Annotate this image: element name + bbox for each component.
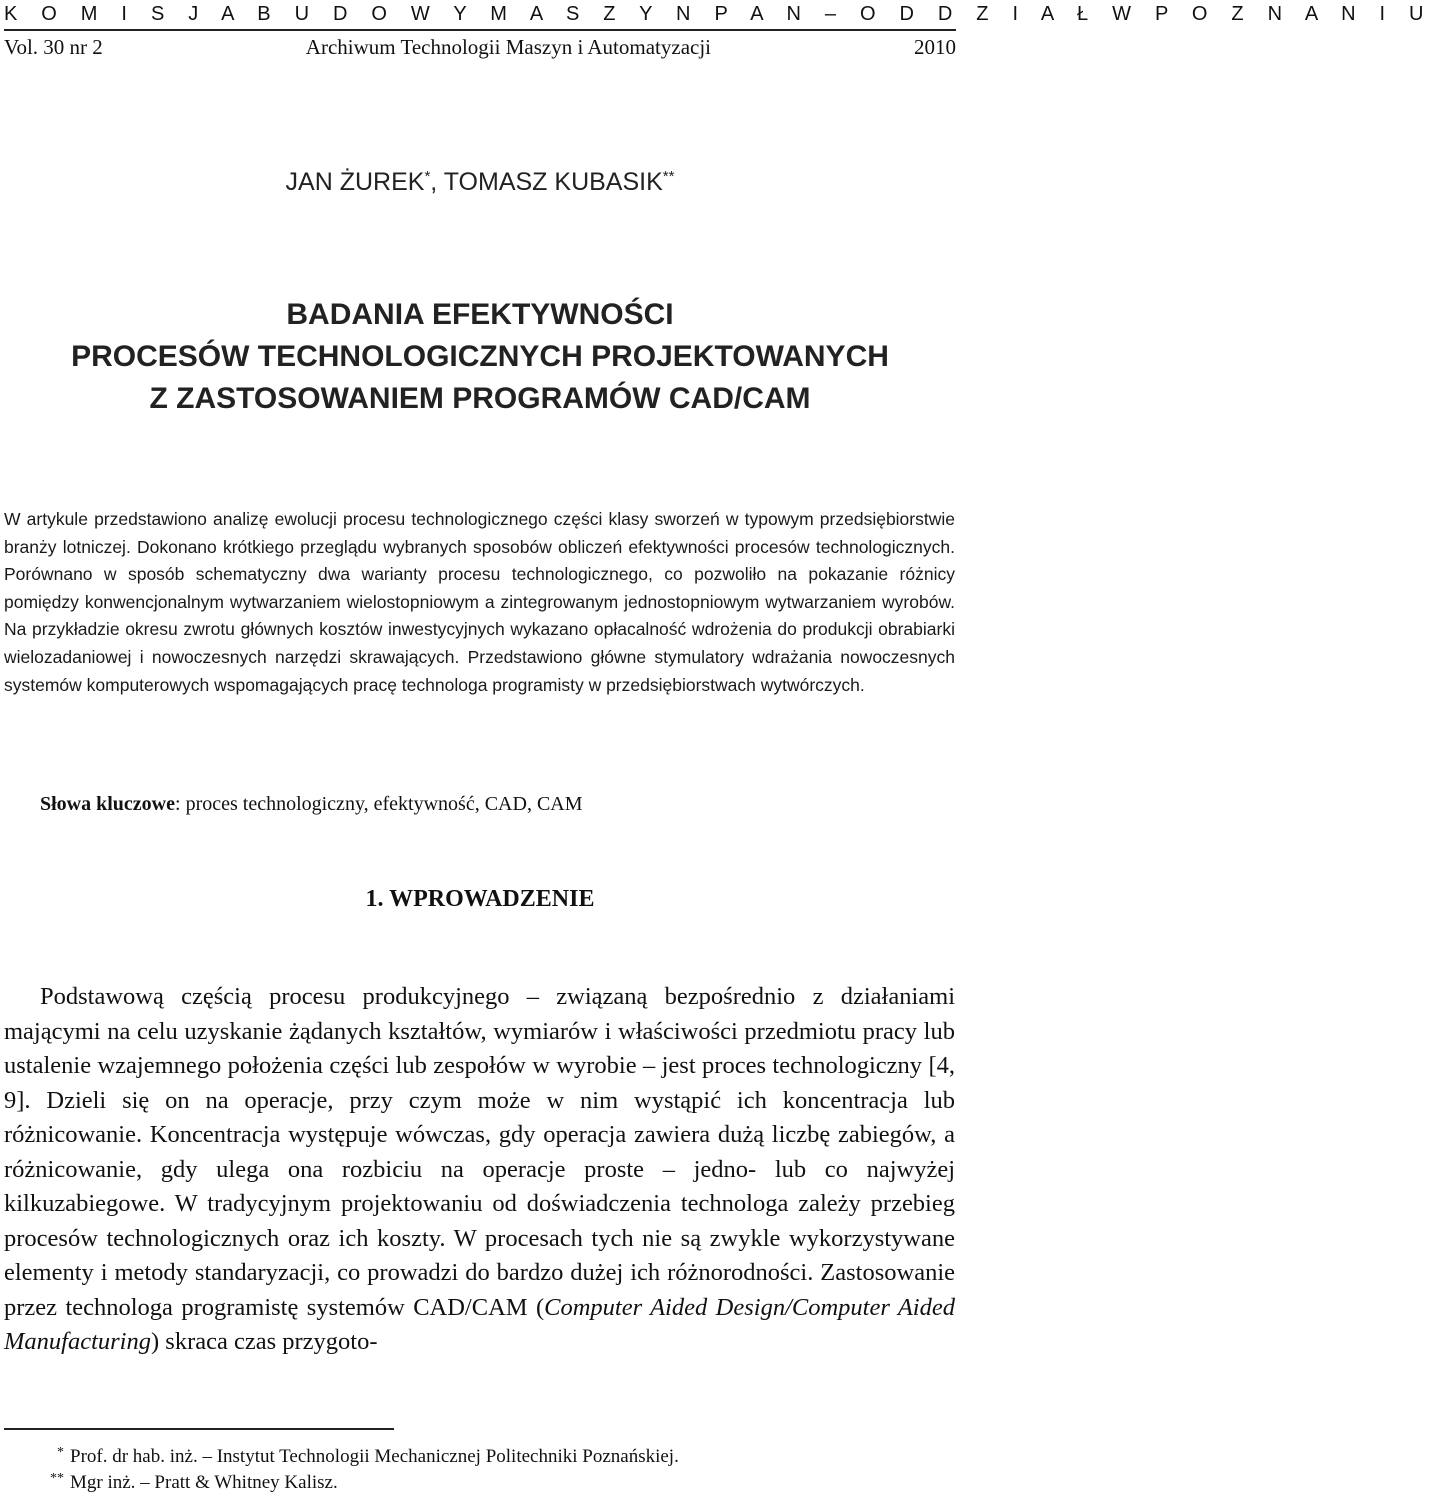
section-heading: 1. WPROWADZENIE (365, 886, 595, 912)
footnote-text: Mgr inż. – Pratt & Whitney Kalisz. (70, 1472, 338, 1493)
running-head (4, 33, 956, 61)
commission-header: K O M I S J A B U D O W Y M A S Z Y N P A N – O D D Z I A Ł W P O Z N A N I U (4, 3, 1433, 25)
footnote-rule (4, 1428, 394, 1430)
journal-name: Archiwum Technologii Maszyn i Automatyzacji (305, 35, 712, 59)
author-name: JAN ŻUREK (285, 168, 425, 196)
author-name: TOMASZ KUBASIK (443, 168, 663, 196)
footnote-text: Prof. dr hab. inż. – Instytut Technologii Mechanicznej Politechniki Poznańskiej. (70, 1446, 679, 1467)
author-footnote-mark: ** (662, 168, 675, 185)
body-text-part: Podstawową częścią procesu produkcyjnego – związaną bezpośrednio z działaniami mającymi na celu uzyskanie żądanych kształtów, wymiarów i właściwości przedmiotu pracy lub ustalenie wzajemnego położenia części lub zespołów w wyrobie – jest proces technologiczny [4, 9]. Dzieli się on na operacje, przy czym może w nim wystąpić ich koncentracja lub różnicowanie. Koncentracja występuje wówczas, gdy operacja zawiera dużą liczbę zabiegów, a różnicowanie, gdy ulega ona rozbiciu na operacje proste – jedno- lub co najwyżej kilkuzabiegowe. W tradycyjnym projektowaniu od doświadczenia technologa zależy przebieg procesów technologicznych oraz ich koszty. W procesach tych nie są zwykle wykorzystywane elementy i metody standaryzacji, co prowadzi do bardzo dużej ich różnorodności. Zastosowanie przez technologa programistę systemów CAD/CAM ( (4, 983, 955, 1321)
paper-title (0, 294, 960, 420)
author-footnote-mark: * (424, 168, 431, 185)
abstract: W artykule przedstawiono analizę ewolucji procesu technologicznego części klasy sworzeń w typowym przedsiębiorstwie branży lotniczej. Dokonano krótkiego przeglądu wybranych sposobów obliczeń efektywności procesów technologicznych. Porównano w sposób schematyczny dwa warianty procesu technologicznego, co pozwoliło na pokazanie różnicy pomiędzy konwencjonalnym wytwarzaniem wielostopniowym a zintegrowanym jednostopniowym wytwarzaniem wyrobów. Na przykładzie okresu zwrotu głównych kosztów inwestycyjnych wykazano opłacalność wdrożenia do produkcji obrabiarki wielozadaniowej i nowoczesnych narzędzi skrawających. Przedstawiono główne stymulatory wdrażania nowoczesnych systemów komputerowych wspomagających pracę technologa programisty w przedsiębiorstwach wytwórczych. (4, 509, 955, 695)
keywords-label: Słowa kluczowe (40, 793, 175, 815)
year-label: 2010 (914, 35, 956, 59)
keywords (40, 790, 940, 818)
title-line: Z ZASTOSOWANIEM PROGRAMÓW CAD/CAM (149, 382, 811, 415)
author-separator: , (430, 168, 444, 196)
authors (0, 160, 960, 199)
header-rule (4, 29, 956, 31)
volume-label: Vol. 30 nr 2 (4, 35, 103, 59)
keywords-text: proces technologiczny, efektywność, CAD, CAM (185, 793, 583, 815)
title-line: BADANIA EFEKTYWNOŚCI (286, 298, 674, 331)
footnote (0, 1470, 960, 1496)
keywords-separator: : (175, 793, 186, 815)
body-text-italic: Computer Aided Design/Computer Aided Manufacturing (4, 1293, 955, 1355)
title-line: PROCESÓW TECHNOLOGICZNYCH PROJEKTOWANYCH (71, 340, 889, 373)
footnote-mark: * (57, 1445, 64, 1460)
footnote (0, 1444, 960, 1470)
footnote-mark: ** (50, 1471, 64, 1486)
body-text-part: ) skraca czas przygoto- (151, 1328, 378, 1355)
body-paragraph (4, 980, 955, 1360)
